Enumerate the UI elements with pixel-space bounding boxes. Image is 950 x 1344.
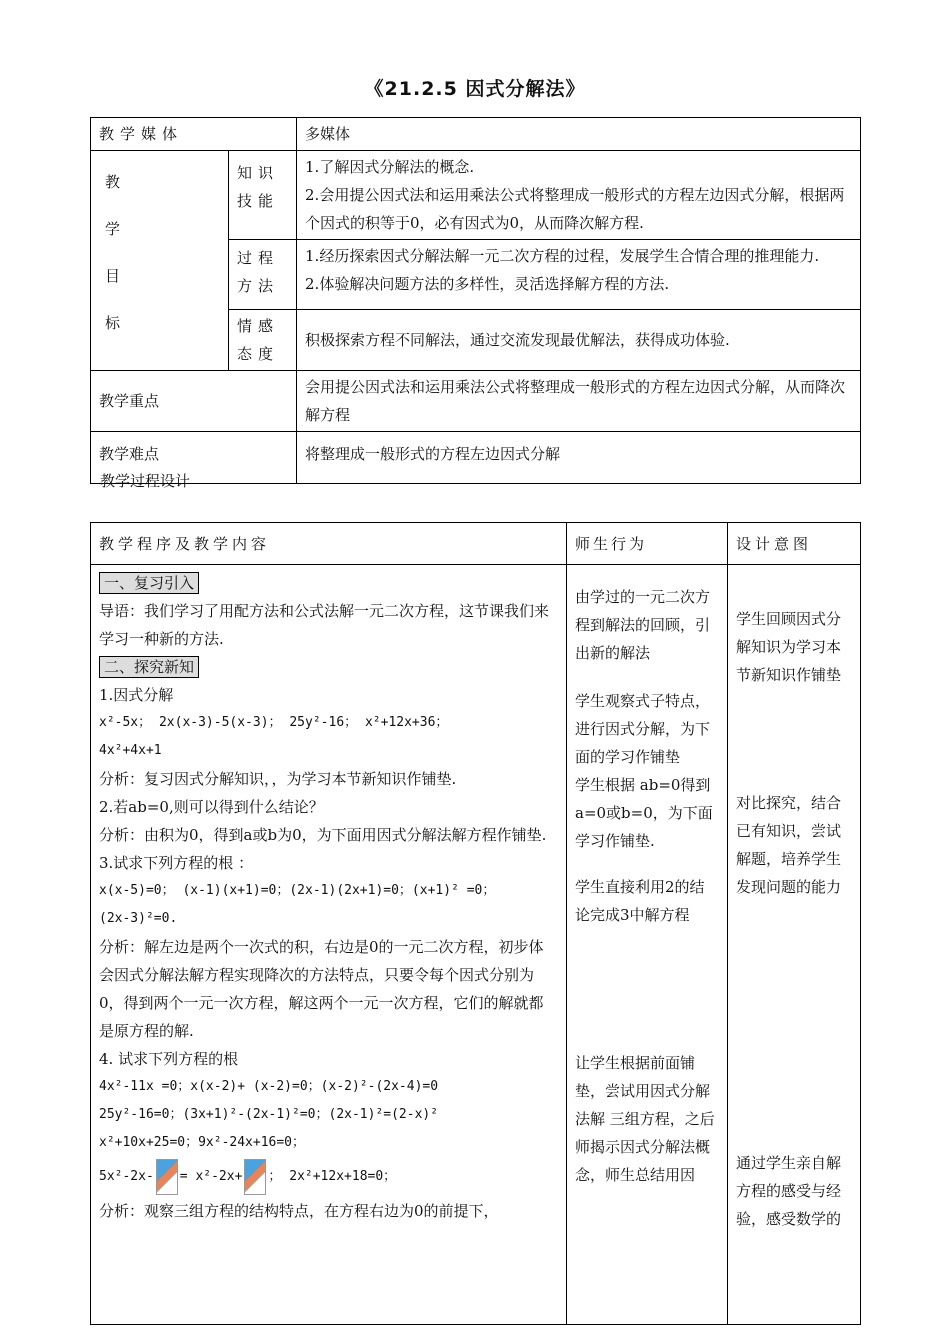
eq-part: = x²-2x+: [179, 1169, 243, 1184]
header-intent: 设计意图: [728, 523, 861, 565]
part4-analysis: 分析：观察三组方程的结构特点，在方程右边为0的前提下，: [99, 1202, 499, 1220]
part3-analysis: 分析：解左边是两个一次式的积，右边是0的一元二次方程，初步体会因式分解法解方程实现降次的方法特点，只要令每个因式分别为0，得到两个一元一次方程，解这两个一元一次方程，它们的解就都是原方程的解.: [99, 938, 544, 1040]
fraction-image-icon: [156, 1159, 178, 1195]
hard-value: 将整理成一般形式的方程左边因式分解: [297, 432, 861, 484]
process-content: [297, 240, 861, 310]
part4-equations: x²+10x+25=0；9x²-24x+16=0；: [99, 1135, 306, 1150]
header-action: 师生行为: [567, 523, 728, 565]
intent-cell: [728, 565, 861, 1325]
part2-analysis: 分析：由积为0，得到a或b为0，为下面用因式分解法解方程作铺垫.: [99, 826, 547, 844]
eq-part: 5x²-2x-: [99, 1169, 154, 1184]
process-design-title: 教学过程设计: [100, 472, 191, 490]
key-label: 教学重点: [91, 371, 297, 432]
part4-equations: 25y²-16=0；(3x+1)²-(2x-1)²=0；(2x-1)²=(2-x)²: [99, 1107, 439, 1122]
eq-part: ； 2x²+12x+18=0；: [268, 1169, 397, 1184]
media-value: 多媒体: [297, 118, 861, 151]
process-line: 1.经历探索因式分解法解一元二次方程的过程，发展学生合情合理的推理能力.: [305, 247, 820, 265]
part3-title: 3.试求下列方程的根 ：: [99, 854, 254, 872]
key-value: 会用提公因式法和运用乘法公式将整理成一般形式的方程左边因式分解，从而降次解方程: [297, 371, 861, 432]
action-text: 学生观察式子特点，进行因式分解，为下面的学习作铺垫: [575, 692, 711, 766]
teaching-objectives-table: [90, 117, 861, 484]
media-label: 教学媒体: [91, 118, 297, 151]
action-text: 学生直接利用2的结论完成3中解方程: [575, 878, 705, 924]
part1-title: 1.因式分解: [99, 686, 174, 704]
part1-analysis: 分析：复习因式分解知识，，为学习本节新知识作铺垫.: [99, 770, 457, 788]
process-line: 2.体验解决问题方法的多样性，灵活选择解方程的方法.: [305, 275, 670, 293]
section-review: 一、复习引入: [99, 572, 199, 594]
content-cell: [91, 565, 567, 1325]
header-content: 教学程序及教学内容: [91, 523, 567, 565]
part1-equations: 4x²+4x+1: [99, 743, 162, 758]
emotion-label: 情感 态度: [229, 310, 297, 371]
part3-equations: x(x-5)=0； (x-1)(x+1)=0；(2x-1)(2x+1)=0；(x+1)² =0；: [99, 883, 496, 898]
goals-char: 教: [105, 173, 121, 191]
part4-title: 4. 试求下列方程的根: [99, 1050, 239, 1068]
goals-label: [91, 151, 229, 371]
part2-title: 2.若ab=0,则可以得到什么结论？: [99, 798, 324, 816]
intro-text: 导语：我们学习了用配方法和公式法解一元二次方程，这节课我们来学习一种新的方法.: [99, 602, 550, 648]
action-text: 让学生根据前面铺垫，尝试用因式分解法解 三组方程，之后师揭示因式分解法概念，师生总结用因: [575, 1054, 715, 1184]
hard-label: 教学难点: [91, 432, 297, 484]
knowledge-label: 知识 技能: [229, 151, 297, 240]
part4-equations: 4x²-11x =0；x(x-2)+ (x-2)=0；(x-2)²-(2x-4)=0: [99, 1079, 439, 1094]
document-title: 《21.2.5 因式分解法》: [364, 78, 586, 100]
goals-char: 标: [105, 314, 121, 332]
goals-char: 目: [105, 267, 121, 285]
intent-text: 学生回顾因式分解知识为学习本节新知识作铺垫: [736, 610, 842, 684]
process-label: 过程 方法: [229, 240, 297, 310]
section-explore: 二、探究新知: [99, 656, 199, 678]
intent-text: 对比探究，结合已有知识，尝试解题，培养学生发现问题的能力: [736, 794, 842, 896]
action-text: 由学过的一元二次方程到解法的回顾，引出新的解法: [575, 588, 711, 662]
teaching-process-table: [90, 522, 861, 1325]
action-cell: [567, 565, 728, 1325]
emotion-line: 积极探索方程不同解法，通过交流发现最优解法，获得成功体验.: [305, 331, 730, 349]
fraction-image-icon: [244, 1159, 266, 1195]
knowledge-line: 2.会用提公因式法和运用乘法公式将整理成一般形式的方程左边因式分解，根据两个因式的积等于0，必有因式为0，从而降次解方程.: [305, 186, 845, 232]
part3-equations: (2x-3)²=0.: [99, 911, 178, 926]
goals-char: 学: [105, 220, 121, 238]
emotion-content: [297, 310, 861, 371]
part4-equations-row4: [99, 1157, 558, 1197]
part1-equations: x²-5x； 2x(x-3)-5(x-3)； 25y²-16； x²+12x+36；: [99, 715, 449, 730]
knowledge-line: 1.了解因式分解法的概念.: [305, 158, 475, 176]
action-text: 学生根据 ab=0得到a=0或b=0，为下面学习作铺垫.: [575, 776, 713, 850]
knowledge-content: [297, 151, 861, 240]
intent-text: 通过学生亲自解方程的感受与经验，感受数学的: [736, 1154, 842, 1228]
